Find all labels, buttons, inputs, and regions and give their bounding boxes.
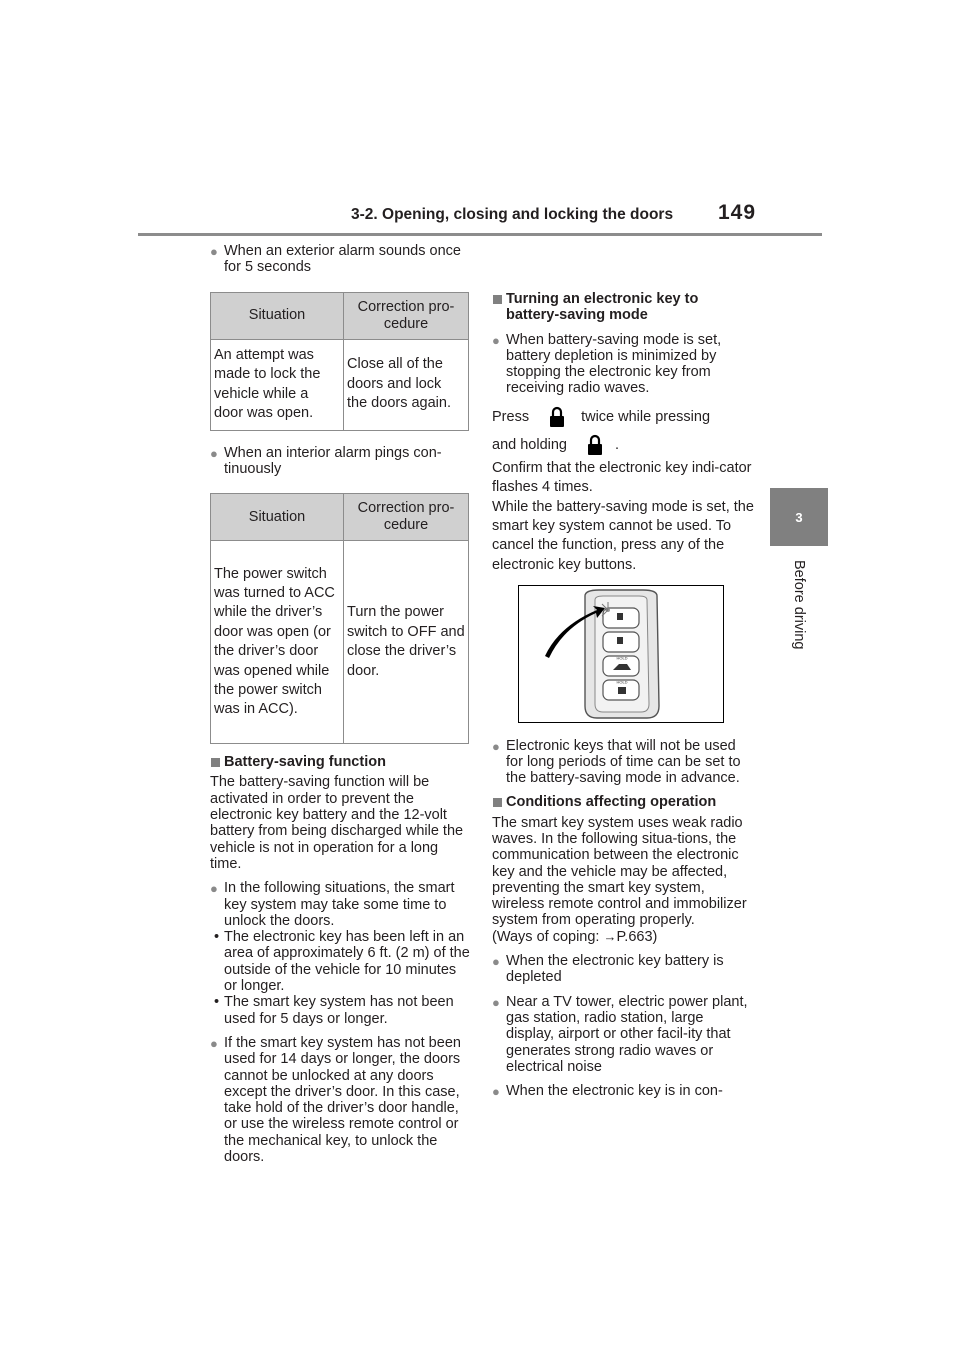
press-word: Press bbox=[492, 408, 530, 425]
left-column bbox=[210, 243, 472, 1165]
chapter-tab-number: 3 bbox=[795, 509, 803, 525]
hold-instruction bbox=[492, 431, 754, 459]
bullet-text: When the electronic key battery is depleted bbox=[506, 953, 724, 986]
heading-square-icon bbox=[493, 295, 502, 304]
bullet-text: If the smart key system has not been used for 14 days or longer, the doors cannot be unlocked at any doors except the driver’s door. In this case, take hold of the driver’s door handle, or use the wireless remote control or the mechanical key, to unlock the doors. bbox=[224, 1034, 461, 1166]
period-text: . bbox=[615, 436, 620, 453]
condition-bullet bbox=[492, 1083, 754, 1099]
and-holding-text: and holding bbox=[492, 436, 567, 453]
sub-item-text: The smart key system has not been used for 5 days or longer. bbox=[224, 994, 454, 1027]
heading-square-icon bbox=[493, 798, 502, 807]
table-header-correction: Correction pro-cedure bbox=[344, 292, 469, 339]
battery-saving-heading bbox=[210, 754, 472, 770]
battery-saving-text: The battery-saving function will be activated in order to prevent the electronic key battery and the 12-volt battery from being discharged while the vehicle is not in operation for a long time. bbox=[210, 774, 464, 872]
sub-bullet-icon: • bbox=[214, 994, 220, 1011]
hold-label: HOLD bbox=[616, 655, 628, 661]
bullet-icon: ● bbox=[210, 881, 218, 897]
bullet-text: When an exterior alarm sounds once for 5 seconds bbox=[224, 243, 461, 276]
press-instruction bbox=[492, 403, 754, 431]
sub-item bbox=[210, 929, 472, 994]
chapter-header-title: 3-2. Opening, closing and locking the doors bbox=[351, 206, 674, 223]
bullet-icon: ● bbox=[492, 332, 500, 348]
conditions-heading bbox=[492, 794, 754, 810]
bullet-text: When an interior alarm pings con-tinuously bbox=[224, 444, 442, 477]
interior-alarm-bullet bbox=[210, 445, 472, 478]
condition-bullet bbox=[492, 994, 754, 1075]
unused-system-bullet bbox=[210, 1035, 472, 1165]
unused-keys-bullet bbox=[492, 738, 754, 787]
unlock-icon bbox=[617, 637, 623, 644]
sub-item-text: The electronic key has been left in an area of approximately 6 ft. (2 m) of the outside of the vehicle for 10 minutes or longer. bbox=[224, 929, 470, 995]
table-row bbox=[211, 339, 469, 430]
heading-text: Battery-saving function bbox=[224, 754, 386, 771]
exterior-alarm-table bbox=[210, 292, 469, 431]
page-number: 149 bbox=[718, 201, 757, 224]
bullet-text: When battery-saving mode is set, battery depletion is minimized by stopping the electronic key from receiving radio waves. bbox=[506, 331, 722, 397]
bullet-icon: ● bbox=[210, 1035, 218, 1051]
cancel-text: While the battery-saving mode is set, the smart key system cannot be used. To cancel the function, press any of the electronic key buttons. bbox=[492, 498, 754, 573]
table-header-row bbox=[211, 494, 469, 541]
press-twice-text: twice while pressing bbox=[581, 408, 711, 425]
right-column bbox=[492, 243, 754, 1099]
bullet-icon: ● bbox=[492, 738, 500, 754]
bullet-icon: ● bbox=[492, 1084, 500, 1100]
bullet-text: Electronic keys that will not be used for long periods of time can be set to the battery-saving mode in advance. bbox=[506, 737, 741, 787]
heading-square-icon bbox=[211, 758, 220, 767]
table-cell-correction: Close all of the doors and lock the doors again. bbox=[344, 339, 469, 430]
table-cell-situation: An attempt was made to lock the vehicle while a door was open. bbox=[211, 339, 344, 430]
lock-icon bbox=[587, 434, 603, 456]
electronic-key-illustration bbox=[518, 585, 724, 723]
hold-label: HOLD bbox=[616, 679, 628, 685]
table-header-situation: Situation bbox=[211, 494, 344, 541]
chapter-tab bbox=[770, 488, 828, 546]
exterior-alarm-bullet bbox=[210, 243, 472, 276]
bullet-text: In the following situations, the smart key system may take some time to unlock the doors. bbox=[224, 880, 455, 929]
battery-mode-bullet bbox=[492, 332, 754, 397]
bullet-icon: ● bbox=[210, 244, 218, 259]
bullet-text: When the electronic key is in con- bbox=[506, 1083, 723, 1100]
lock-icon bbox=[549, 406, 565, 428]
table-cell-correction: Turn the power switch to OFF and close the driver’s door. bbox=[344, 541, 469, 744]
confirm-text: Confirm that the electronic key indi-cator flashes 4 times. bbox=[492, 459, 752, 496]
table-cell-situation: The power switch was turned to ACC while the driver’s door was open (or the driver’s door was opened while the power switch was in ACC). bbox=[211, 541, 344, 744]
panic-icon bbox=[618, 687, 626, 694]
heading-text: Turning an electronic key to battery-saving mode bbox=[506, 291, 699, 324]
table-header-row bbox=[211, 292, 469, 339]
conditions-text: The smart key system uses weak radio waves. In the following situa-tions, the communication between the electronic key and the vehicle may be affected, preventing the smart key system, wireless remote control and immobilizer system from operating properly. bbox=[492, 814, 747, 929]
page-reference-link[interactable]: P.663) bbox=[616, 928, 658, 945]
chapter-tab-label: Before driving bbox=[791, 560, 807, 650]
bullet-text: Near a TV tower, electric power plant, gas station, radio station, large display, airport or other facil-ity that generates strong radio waves or electrical noise bbox=[506, 993, 748, 1075]
header-divider bbox=[138, 233, 822, 236]
bullet-icon: ● bbox=[492, 954, 500, 970]
ways-prefix-text: (Ways of coping: bbox=[492, 928, 600, 945]
right-arrow-icon: → bbox=[603, 928, 617, 944]
table-header-correction: Correction pro-cedure bbox=[344, 494, 469, 541]
bullet-icon: ● bbox=[210, 445, 218, 461]
turning-battery-heading bbox=[492, 291, 754, 324]
lock-icon bbox=[617, 613, 623, 620]
ways-of-coping bbox=[492, 929, 754, 945]
sub-item bbox=[210, 994, 472, 1027]
continued-text-spacer bbox=[492, 243, 754, 291]
table-row bbox=[211, 541, 469, 744]
situations-bullet bbox=[210, 880, 472, 929]
sub-bullet-icon: • bbox=[214, 929, 220, 946]
table-header-situation: Situation bbox=[211, 292, 344, 339]
condition-bullet bbox=[492, 953, 754, 986]
heading-text: Conditions affecting operation bbox=[506, 794, 717, 811]
interior-alarm-table bbox=[210, 493, 469, 744]
bullet-icon: ● bbox=[492, 994, 500, 1010]
